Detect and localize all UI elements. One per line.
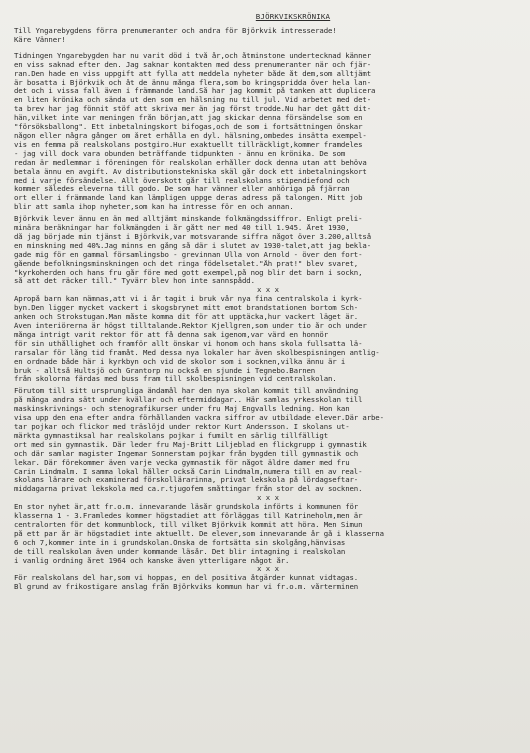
- paragraph-3: [14, 295, 512, 384]
- text-line: middagarna privat lekskola med ca.r.tjugofem småttingar från stor del av socknen.: [14, 485, 363, 494]
- text-line: "kyrkoherden och hans fru går före med gott exempel,på nog blir det barn i sockn,: [14, 268, 363, 277]
- text-line: gade mig för en gammal församlingsbo - grevinnan Ulla von Arnold - över den fort-: [14, 250, 363, 259]
- text-line: med i varje försändelse. Allt överskott går till realskolans stipendiefond och: [14, 176, 350, 185]
- text-line: ran.Den hade en viss uppgift att fylla att meddela nyheter både åt dem,som alltjämt: [14, 69, 372, 78]
- text-line: vis en femma på realskolans postgiro.Hur exaktuellt tillräckligt,kommer framdeles: [14, 140, 363, 149]
- text-line: blir att samla ihop nyheter,som kan ha intresse för en och annan.: [14, 203, 294, 212]
- text-line: ort med sin gymnastik. Där leder fru Maj-Britt Liljeblad en flickgrupp i gymnastik: [14, 440, 367, 449]
- paragraph-2: [14, 215, 512, 286]
- salutation-line: Till Yngarebygdens förra prenumeranter och andra för Björkvik intresserade!: [14, 27, 337, 35]
- text-line: de till realskolan även under kommande läsår. Det blir intagning i realskolan: [14, 547, 346, 556]
- paragraph-4: [14, 387, 512, 494]
- text-line: Även interiörerna är högst tilltalande.Rektor Kjellgren,som under tio år och under: [14, 322, 367, 330]
- text-line: många intrigt varit rektor för att få denna sak igenom,var värd en honnör: [14, 330, 328, 339]
- text-line: för sin uthållighet och framför allt önskar vi honom och hans skola fullsatta lä-: [14, 339, 363, 348]
- text-line: en viss saknad efter den. Jag saknar kontakten med dess prenumeranter när och fjär-: [14, 60, 372, 69]
- text-line: då jag började min tjänst i Björkvik,var motsvarande siffra något över 3.200,alltså: [14, 232, 372, 241]
- text-line: Bl grund av frikostigare anslag från Björkviks kommun har vi fr.o.m. vårterminen: [14, 583, 359, 592]
- section-separator: x x x: [256, 564, 280, 574]
- text-line: skolans lärare och examinerad förskollärarinna, privat lekskola på lördagseftar-: [14, 476, 359, 485]
- text-line: byn.Den ligger mycket vackert i skogsbrynet mitt emot brandstationen bortom Sch-: [14, 304, 359, 313]
- text-line: det och i vissa fall även i främmande land.Så har jag kommit på tanken att duplicera: [14, 87, 376, 96]
- text-line: från skolorna färdas med buss fram till skolbespisningen vid centralskolan.: [14, 375, 337, 384]
- text-line: bruk - alltså Hultsjö och Grantorp nu också en sjunde i Tegnebo.Barnen: [14, 366, 316, 375]
- text-line: gående befolkningsminskningen och det ringa födelsetalet."Åh prat!" blev svaret,: [14, 259, 359, 268]
- greeting-line: Käre Vänner!: [14, 35, 66, 44]
- section-separator: x x x: [256, 285, 280, 295]
- text-line: en ordnade både här i kyrkbyn och vid de skolor som i socknen,vilka ännu är i: [14, 357, 346, 366]
- text-line: någon eller några gånger om året erhålla en dyl. hälsning,ombedes insätta exempel-: [14, 131, 367, 140]
- text-line: på många andra sätt under kvällar och eftermiddagar.. Här samlas yrkesskolan till: [14, 396, 363, 405]
- text-line: redan är medlemmar i föreningen för realskolan erhåller dock denna utan att behöva: [14, 158, 367, 167]
- text-line: rarsalar för lång tid framåt. Med dessa nya lokaler har även skolbespisningen antlig-: [14, 348, 380, 357]
- text-line: Carin Lindmalm. I samma lokal håller också Carin Lindmalm,numera till en av real-: [14, 467, 363, 476]
- text-line: anken och Strokstugan.Man måste komma dit för att upptäcka,hur vackert läget är.: [14, 313, 359, 322]
- text-line: en minskning med 40%.Jag minns en gång så där i slutet av 1930-talet,att jag bekla-: [14, 241, 372, 250]
- text-line: En stor nyhet är,att fr.o.m. innevarande läsår grundskola införts i kommunen för: [14, 503, 359, 512]
- text-line: på ett par år är högstadiet inte aktuellt. De elever,som innevarande år gå i klasserna: [14, 529, 384, 538]
- text-line: visa upp den ena efter andra förhållanden vackra siffror av utbildade elever.Där arbe-: [14, 414, 384, 423]
- page-title: BJÖRKVIKSKRÖNIKA: [255, 12, 331, 21]
- text-line: betala ännu en avgift. Av distributionstekniska skäl går dock ett inbetalningskort: [14, 167, 367, 176]
- text-line: kommer således eleverna till godo. De som har vänner eller anhöriga på fjärran: [14, 185, 350, 194]
- paragraph-5: [14, 503, 512, 565]
- text-line: ta brev har jag fönnit stöf att skriva mer än jag först trodde.Nu har det gått dit-: [14, 105, 372, 114]
- text-line: ort eller i främmande land kan lämpligen uppge deras adress på talongen. Mitt job: [14, 194, 363, 203]
- text-line: "försöksballong". Ett inbetalningskort bifogas,och de som i fortsättningen önskar: [14, 123, 363, 132]
- text-line: så att det räcker till." Tyvärr blev hon inte sannspådd.: [14, 277, 255, 286]
- text-line: är bosatta i Björkvik och åt de ännu många flera,som bo kringspridda över hela lan-: [14, 78, 372, 87]
- text-line: tar pojkar och flickor med träslöjd under rektor Kurt Andersson. I skolans ut-: [14, 422, 350, 431]
- text-line: - jag vill dock vara obunden beträffande tidpunkten - ännu en krönika. De som: [14, 149, 346, 158]
- text-line: Tidningen Yngarebygden har nu varit död i två år,och åtminstone undertecknad känner: [14, 51, 372, 60]
- text-line: en liten krönika och sända ut den som en hälsning nu till jul. Vid arbetet med det-: [14, 96, 372, 105]
- section-separator: x x x: [256, 493, 280, 503]
- text-line: För realskolans del har,som vi hoppas, en del positiva åtgärder kunnat vidtagas.: [14, 574, 359, 583]
- text-line: märkta gymnastiksal har realskolans pojkar i fumilt en särlig tillfälligt: [14, 431, 328, 440]
- text-line: i vanlig ordning året 1964 och kanske även ytterligare något år.: [14, 556, 290, 565]
- text-line: minära beräkningar har folkmängden i år gått ner med 40 till 1.945. Året 1930,: [14, 224, 350, 233]
- text-line: lekar. Där förekommer även varje vecka gymnastik för något äldre damer med fru: [14, 458, 350, 467]
- text-line: centralorten för det kommunblock, till vilket Björkvik kommit att höra. Men Simun: [14, 520, 363, 529]
- paragraph-1: [14, 52, 512, 212]
- text-line: 6 och 7,kommer inte in i grundskolan.Önska de fortsätta sin skolgång,hänvisas: [14, 538, 346, 547]
- text-line: Apropå barn kan nämnas,att vi i år tagit i bruk vår nya fina centralskola i kyrk-: [14, 295, 363, 304]
- text-line: Förutom till sitt ursprungliga ändamål har den nya skolan kommit till användning: [14, 387, 359, 396]
- text-line: hän,vilket inte var meningen från början,att jag skickar denna försändelse som en: [14, 114, 363, 123]
- paragraph-6: [14, 574, 512, 592]
- text-line: och där samlar magister Ingemar Sonnerstam pojkar från bygden till gymnastik och: [14, 449, 359, 458]
- text-line: maskinskrivnings- och stenografikurser under fru Maj Engvalls ledning. Hon kan: [14, 405, 350, 414]
- text-line: Björkvik lever ännu en än med alltjämt minskande folkmängdssiffror. Enligt preli-: [14, 215, 363, 224]
- text-line: klasserna 1 - 3.Framledes kommer högstadiet att förläggas till Katrineholm,men är: [14, 512, 363, 521]
